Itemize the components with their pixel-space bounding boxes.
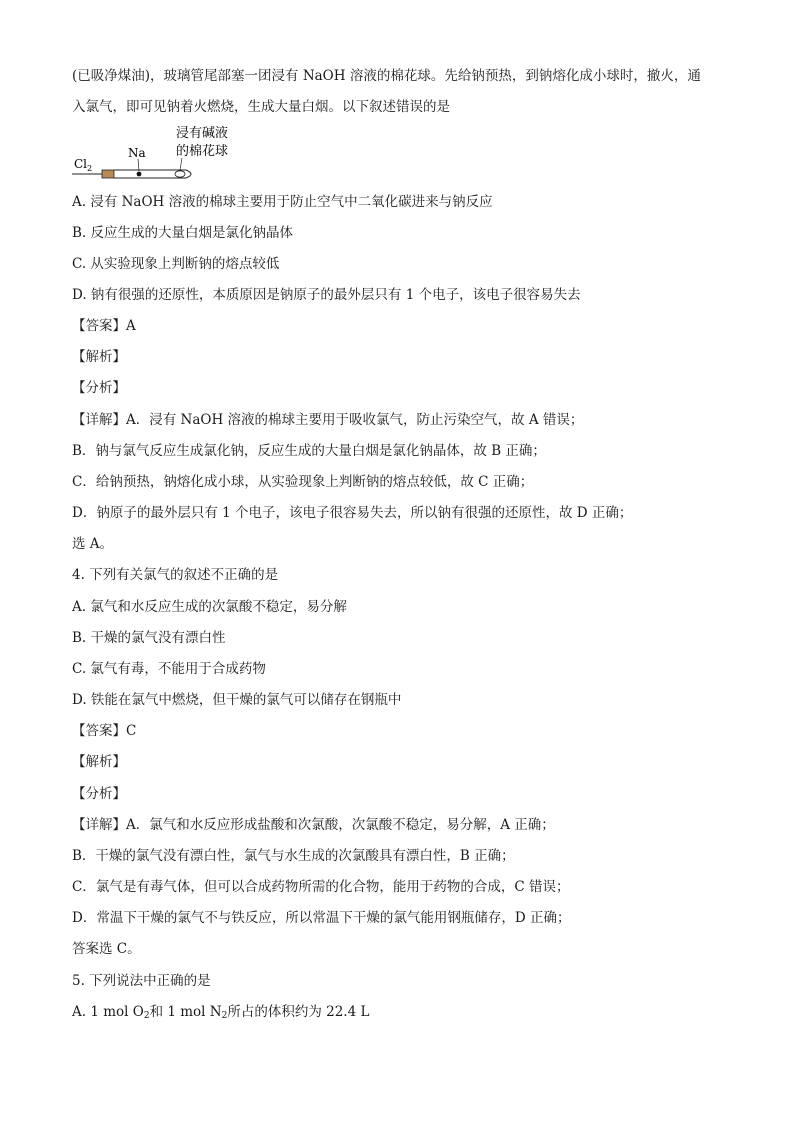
q3-option-c: C. 从实验现象上判断钠的熔点较低	[72, 256, 280, 272]
q3-detail-b: B．钠与氯气反应生成氯化钠，反应生成的大量白烟是氯化钠晶体，故 B 正确；	[72, 443, 546, 459]
q3-answer	[72, 316, 136, 336]
q3-analysis-tag: 【解析】	[72, 349, 126, 365]
q4-detail-b: B．干燥的氯气没有漂白性，氯气与水生成的次氯酸具有漂白性，B 正确；	[72, 848, 515, 864]
answer-tag: 【答案】	[72, 318, 126, 334]
detail-tag: 【详解】	[72, 412, 126, 428]
q3-option-b: B. 反应生成的大量白烟是氯化钠晶体	[72, 225, 294, 241]
na-label: Na	[128, 146, 146, 160]
apparatus-figure	[70, 124, 270, 180]
q4-fenxi-tag: 【分析】	[72, 786, 126, 802]
cotton-pointer-line	[180, 158, 182, 170]
q4-option-a: A. 氯气和水反应生成的次氯酸不稳定，易分解	[72, 599, 347, 615]
sodium-ball	[137, 172, 142, 177]
q4-option-d: D. 铁能在氯气中燃烧，但干燥的氯气可以储存在钢瓶中	[72, 692, 402, 708]
q3-option-a: A. 浸有 NaOH 溶液的棉球主要用于防止空气中二氧化碳进来与钠反应	[72, 194, 493, 210]
q4-conclusion: 答案选 C。	[72, 941, 141, 957]
question-3-stem-line-2: 入氯气，即可见钠着火燃烧，生成大量白烟。以下叙述错误的是	[72, 99, 450, 115]
cotton-label-line-2: 的棉花球	[176, 144, 229, 159]
q5-option-a: A. 1 mol $O_2$和 1 mol $N_2$所占的体积约为 22.4 L	[72, 1004, 370, 1021]
question-3-stem-line-1: (已吸净煤油)，玻璃管尾部塞一团浸有 NaOH 溶液的棉花球。先给钠预热，到钠熔化成小球时，撤火，通	[72, 68, 701, 84]
question-5-stem: 5. 下列说法中正确的是	[72, 973, 211, 989]
q4-detail-c: C．氯气是有毒气体，但可以合成药物所需的化合物，能用于药物的合成，C 错误；	[72, 879, 570, 895]
cotton-ball	[175, 171, 185, 177]
q4-detail-d: D．常温下干燥的氯气不与铁反应，所以常温下干燥的氯气能用钢瓶储存，D 正确；	[72, 910, 571, 926]
q4-option-b: B. 干燥的氯气没有漂白性	[72, 630, 226, 646]
q4-answer	[72, 721, 136, 741]
answer-tag: 【答案】	[72, 723, 126, 739]
detail-tag: 【详解】	[72, 817, 126, 833]
q3-fenxi-tag: 【分析】	[72, 380, 126, 396]
answer-value: C	[126, 723, 137, 739]
q4-detail-a: 【详解】A．氯气和水反应形成盐酸和次氯酸，次氯酸不稳定，易分解，A 正确；	[72, 817, 555, 833]
answer-value: A	[126, 318, 136, 334]
q3-option-d: D. 钠有很强的还原性，本质原因是钠原子的最外层只有 1 个电子，该电子很容易失去	[72, 287, 581, 303]
q3-conclusion: 选 A。	[72, 536, 114, 552]
q4-option-c: C. 氯气有毒，不能用于合成药物	[72, 661, 266, 677]
q4-analysis-tag: 【解析】	[72, 754, 126, 770]
question-4-stem: 4. 下列有关氯气的叙述不正确的是	[72, 567, 279, 583]
na-pointer-line	[138, 159, 139, 171]
q3-detail-d: D．钠原子的最外层只有 1 个电子，该电子很容易失去，所以钠有很强的还原性，故 D 正确；	[72, 505, 633, 521]
cl2-label: $Cl_2$	[74, 157, 93, 173]
q3-detail-c: C．给钠预热，钠熔化成小球，从实验现象上判断钠的熔点较低，故 C 正确；	[72, 474, 534, 490]
cotton-label-line-1: 浸有碱液	[176, 126, 229, 141]
q3-detail-a: 【详解】A．浸有 NaOH 溶液的棉球主要用于吸收氯气，防止污染空气，故 A 错误；	[72, 412, 584, 428]
